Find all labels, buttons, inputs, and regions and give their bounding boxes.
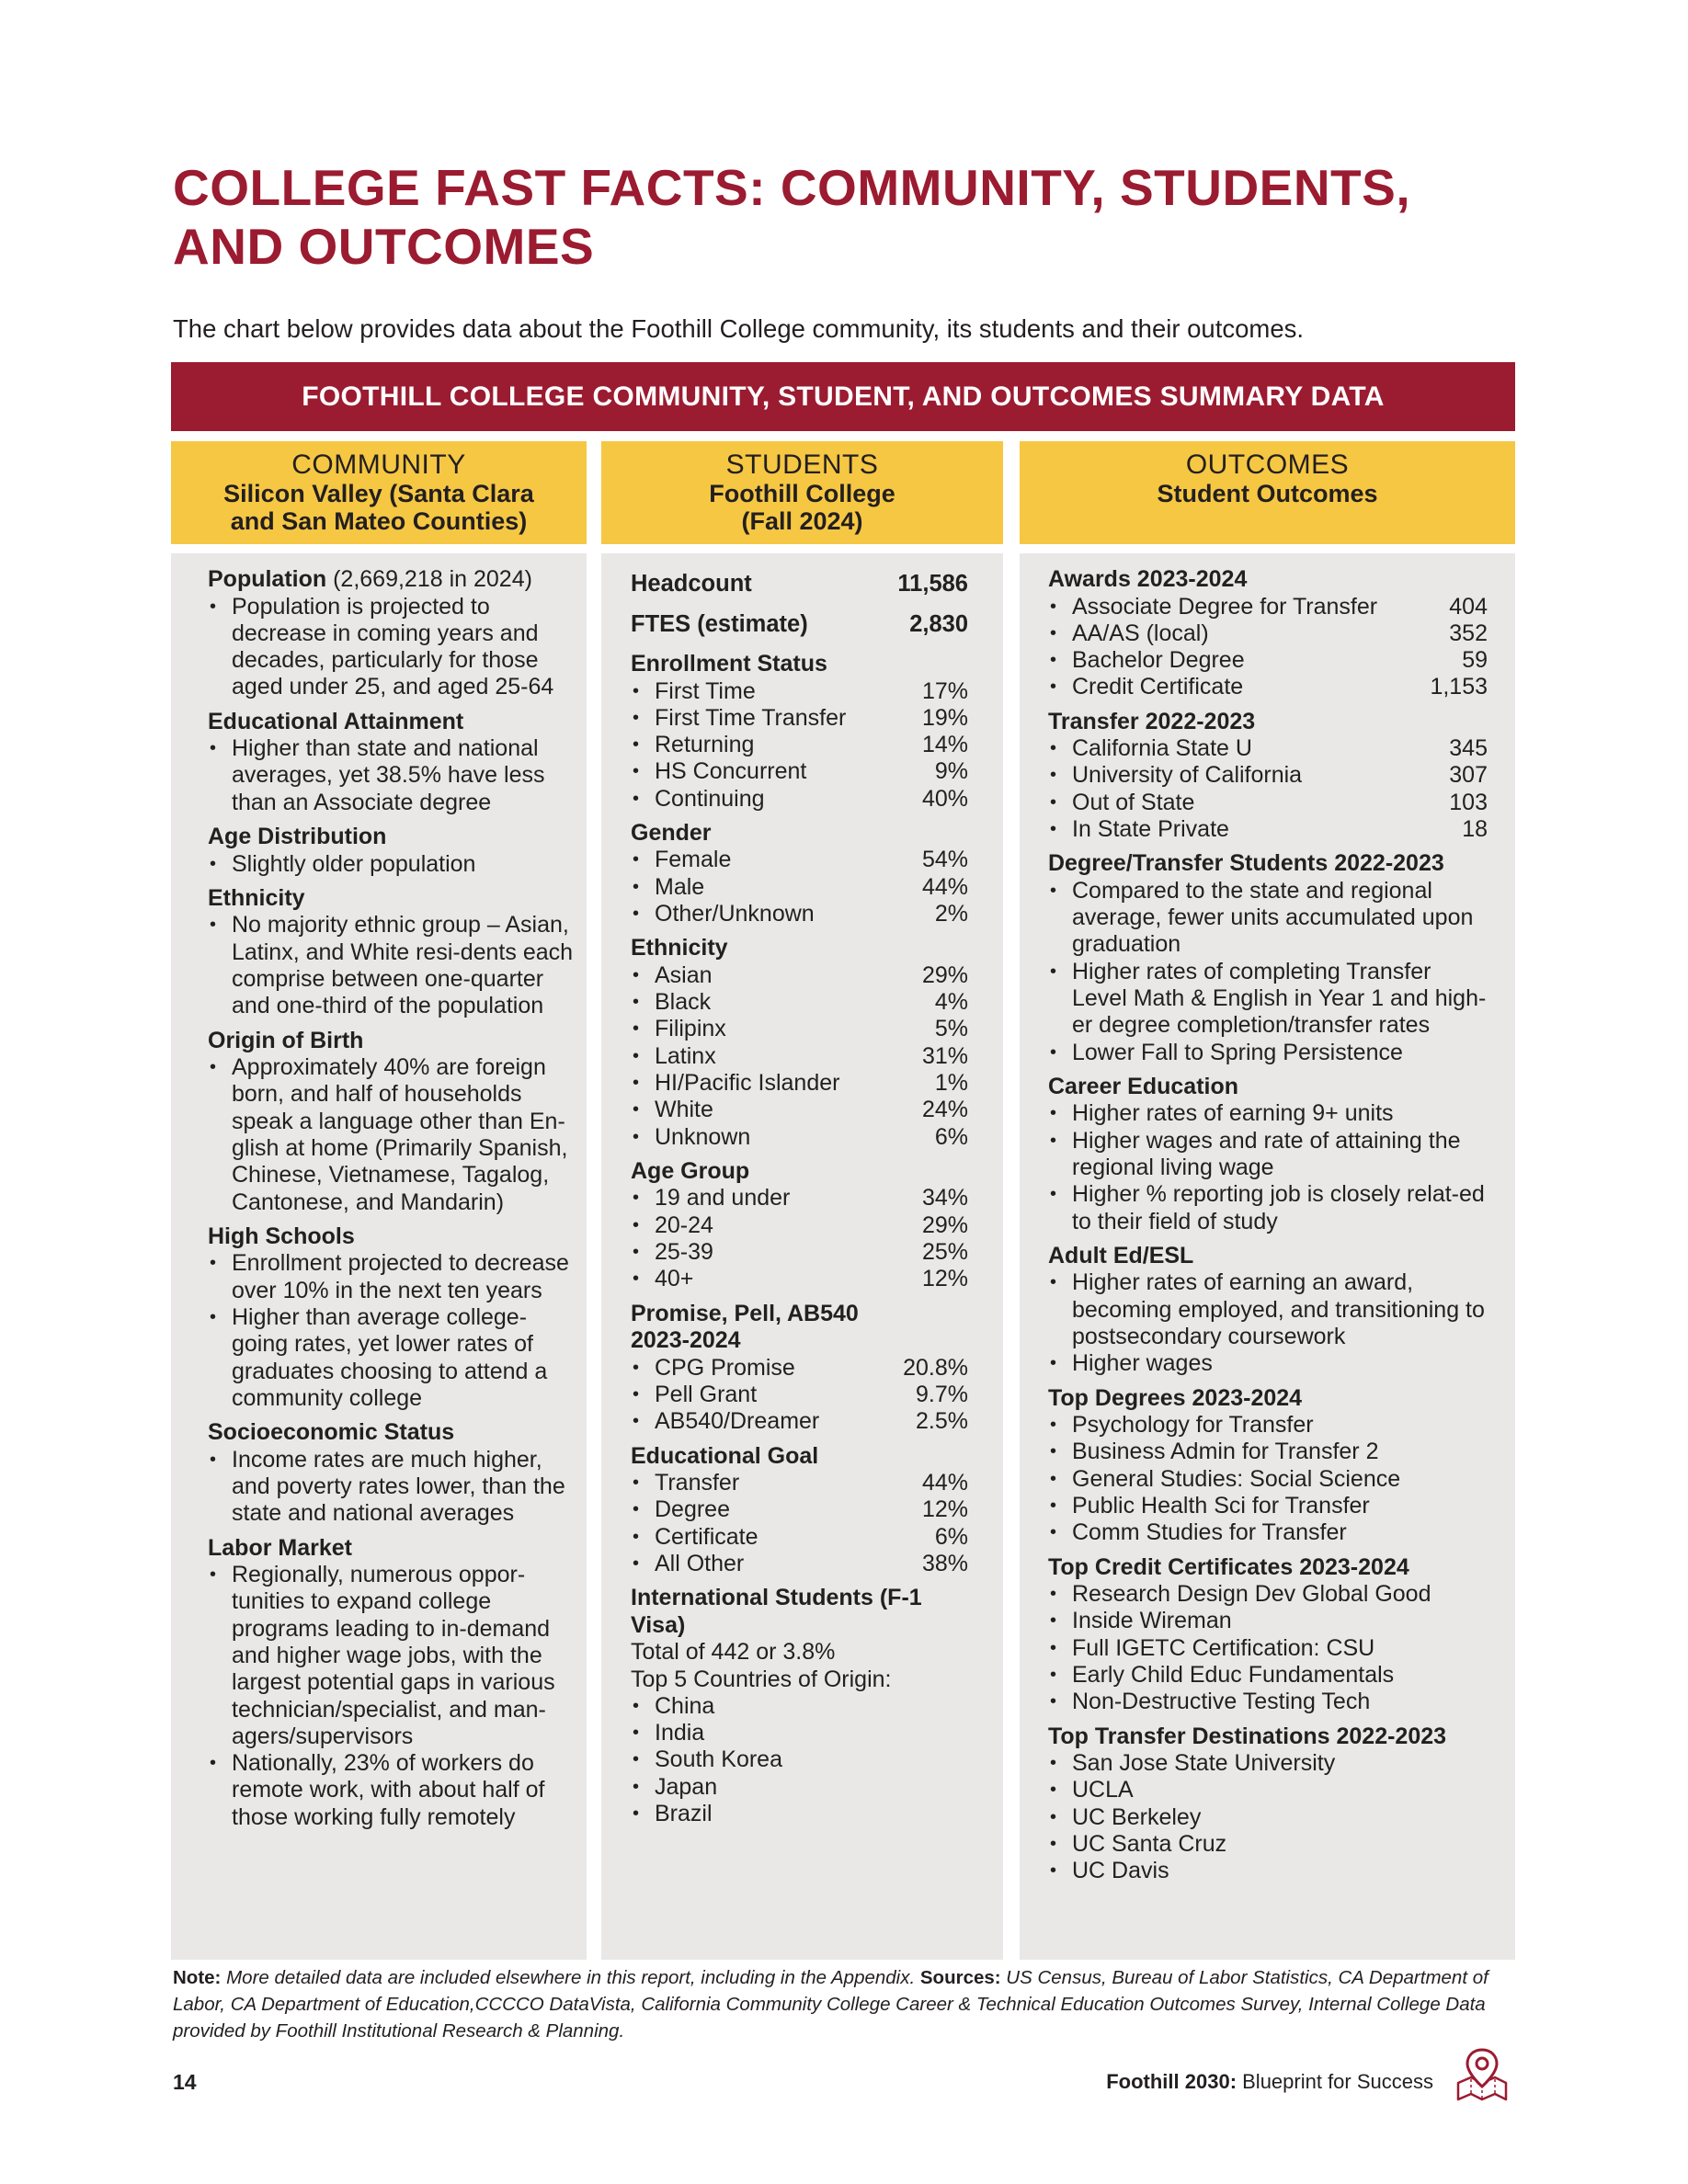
row-label: • Filipinx [655,1016,726,1042]
row-value: 307 [1449,762,1488,789]
students-promise [631,1301,968,1436]
list-item: • Regionally, numerous oppor-tunities to expand college programs leading to in-demand and higher wage jobs, with the largest potential gaps in various technician/specialist, and man-agers/supervisors [208,1562,574,1750]
students-header-sub-1: Foothill College [709,480,895,507]
international-total: Total of 442 or 3.8% [631,1639,836,1666]
list-item [1048,816,1488,843]
list-item [631,1212,968,1239]
row-label: • First Time Transfer [655,704,847,731]
page-title [173,158,1552,276]
section-heading: Socioeconomic Status [208,1419,455,1446]
row-value: 38% [921,1550,968,1576]
community-population [208,566,574,701]
section-heading: Age Group [631,1157,750,1184]
outcomes-header [1020,441,1515,544]
section-heading: High Schools [208,1223,355,1249]
outcomes-awards [1048,566,1488,701]
list-item [631,847,968,873]
row-label: • Black [655,989,712,1016]
section-heading: Gender [631,819,712,846]
row-label: • Transfer [655,1470,740,1496]
intro-text: The chart below provides data about the Foothill College community, its students and their outcomes. [173,314,1305,343]
row-value: 34% [921,1185,968,1211]
list-item: • Compared to the state and regional average, fewer units accumulated upon graduation [1048,878,1488,959]
row-value: 6% [934,1523,968,1550]
section-heading: International Students (F-1 Visa) [631,1585,922,1638]
row-value: 1% [934,1070,968,1097]
outcomes-header-title: OUTCOMES [1185,449,1350,480]
ftes-value: 2,830 [909,611,968,637]
section-heading: Transfer 2022-2023 [1048,708,1256,734]
row-value: 44% [921,873,968,900]
row-label: • AA/AS (local) [1072,620,1209,646]
row-value: 12% [921,1496,968,1523]
row-value: 24% [921,1097,968,1123]
row-value: 59 [1462,647,1488,674]
list-item: • Higher rates of earning 9+ units [1048,1100,1488,1127]
list-item: • San Jose State University [1048,1750,1488,1777]
summary-banner: FOOTHILL COLLEGE COMMUNITY, STUDENT, AND OUTCOMES SUMMARY DATA [171,362,1515,431]
students-age [631,1158,968,1293]
community-header [171,441,587,544]
students-ethnicity [631,935,968,1151]
section-heading: Ethnicity [208,884,305,911]
list-item: • Brazil [631,1801,968,1827]
row-label: • 25-39 [655,1239,713,1266]
footer-brand [1106,2070,1433,2094]
list-item: • Slightly older population [208,851,574,878]
section-heading: Educational Goal [631,1442,819,1469]
list-item [631,962,968,989]
row-label: • Asian [655,961,713,988]
list-item [631,1070,968,1097]
outcomes-header-sub-1: Student Outcomes [1157,480,1378,507]
students-header-sub-2: (Fall 2024) [741,507,863,535]
list-item [631,758,968,785]
list-item [631,1524,968,1551]
note-label: Note: [173,1967,222,1988]
list-item [631,732,968,758]
row-label: • In State Private [1072,816,1229,843]
row-label: • Unknown [655,1123,751,1150]
row-value: 17% [921,677,968,704]
section-heading: Enrollment Status [631,651,827,677]
international-top5: Top 5 Countries of Origin: [631,1666,892,1692]
row-label: • HS Concurrent [655,758,807,785]
row-label: • Continuing [655,785,765,812]
headcount-row [631,570,968,597]
outcomes-transfer [1048,709,1488,844]
community-header-title: COMMUNITY [291,449,466,480]
list-item: • Higher rates of earning an award, becoming employed, and transitioning to postsecondary coursework [1048,1269,1488,1350]
section-heading: Age Distribution [208,824,387,850]
list-item [631,678,968,705]
row-value: 29% [921,1211,968,1238]
section-heading: Top Degrees 2023-2024 [1048,1384,1303,1411]
students-goal [631,1443,968,1578]
list-item: • Higher % reporting job is closely relat-ed to their field of study [1048,1181,1488,1235]
row-label: • Male [655,873,705,900]
section-heading: Origin of Birth [208,1027,364,1053]
outcomes-top-certificates [1048,1554,1488,1716]
row-value: 44% [921,1470,968,1496]
section-heading: Career Education [1048,1073,1239,1099]
list-item: • UC Davis [1048,1858,1488,1884]
list-item [631,705,968,732]
community-labor [208,1535,574,1831]
community-education [208,709,574,816]
row-value: 40% [921,785,968,812]
row-label: • AB540/Dreamer [655,1408,820,1435]
students-enrollment [631,651,968,813]
row-value: 19% [921,704,968,731]
outcomes-career [1048,1074,1488,1235]
list-item: • Japan [631,1774,968,1801]
students-header-title: STUDENTS [725,449,879,480]
list-item: • Population is projected to decrease in coming years and decades, particularly for those aged under 25, and aged 25-64 [208,594,574,701]
row-value: 25% [921,1239,968,1266]
page-number: 14 [173,2070,197,2094]
population-note: (2,669,218 in 2024) [326,566,532,592]
row-value: 14% [921,732,968,758]
list-item: • Higher wages and rate of attaining the regional living wage [1048,1128,1488,1182]
list-item: • China [631,1693,968,1720]
list-item [1048,790,1488,816]
community-socioeconomic [208,1419,574,1527]
outcomes-degree-transfer [1048,850,1488,1066]
list-item: • Approximately 40% are foreign born, and half of households speak a language other than En-glish at home (Primarily Spanish, Chinese, Vietnamese, Tagalog, Cantonese, and Mandarin) [208,1054,574,1216]
list-item [631,1551,968,1577]
row-label: • Certificate [655,1523,758,1550]
promise-heading-line-1: Promise, Pell, AB540 [631,1300,859,1326]
list-item [631,1355,968,1382]
list-item: • Comm Studies for Transfer [1048,1519,1488,1546]
row-label: • Out of State [1072,789,1195,815]
section-heading: Labor Market [208,1534,352,1561]
list-item [1048,620,1488,647]
list-item: • Psychology for Transfer [1048,1412,1488,1439]
row-value: 9% [934,758,968,785]
title-line-2: AND OUTCOMES [173,218,595,275]
headcount-label: Headcount [631,571,752,597]
section-heading [631,1301,968,1355]
list-item [631,1470,968,1496]
row-label: • Credit Certificate [1072,674,1244,700]
row-label: • Female [655,847,732,873]
community-header-sub-2: and San Mateo Counties) [230,507,528,535]
row-label: • Latinx [655,1042,716,1069]
ftes-label: FTES (estimate) [631,611,808,637]
ftes-row [631,610,968,638]
list-item [631,1185,968,1211]
list-item: • Full IGETC Certification: CSU [1048,1635,1488,1662]
list-item [631,901,968,927]
list-item [1048,674,1488,700]
students-international [631,1585,968,1827]
population-heading: Population [208,566,327,592]
row-label: • CPG Promise [655,1354,795,1381]
row-label: • White [655,1097,713,1123]
row-label: • Other/Unknown [655,901,815,927]
list-item: • General Studies: Social Science [1048,1466,1488,1493]
promise-heading-line-2: 2023-2024 [631,1327,741,1354]
list-item: • UCLA [1048,1777,1488,1803]
list-item [631,786,968,813]
list-item: • Income rates are much higher, and poverty rates lower, than the state and national averages [208,1447,574,1528]
list-item [631,1408,968,1435]
row-value: 9.7% [916,1381,968,1407]
list-item [631,1266,968,1292]
brand-bold: Foothill 2030: [1106,2070,1237,2093]
list-item: • Early Child Educ Fundamentals [1048,1662,1488,1689]
row-label: • Associate Degree for Transfer [1072,593,1378,620]
list-item [631,989,968,1016]
list-item [631,1496,968,1523]
list-item: • Nationally, 23% of workers do remote work, with about half of those working fully remotely [208,1750,574,1831]
row-label: • University of California [1072,762,1303,789]
outcomes-adult-ed [1048,1243,1488,1378]
row-label: • Bachelor Degree [1072,647,1245,674]
row-value: 6% [934,1123,968,1150]
list-item: • Non-Destructive Testing Tech [1048,1689,1488,1715]
list-item: • Business Admin for Transfer 2 [1048,1439,1488,1465]
list-item [631,1043,968,1070]
students-column [601,553,1003,1960]
list-item [1048,647,1488,674]
section-heading: Top Transfer Destinations 2022-2023 [1048,1723,1447,1749]
row-label: • All Other [655,1550,745,1576]
section-heading: Educational Attainment [208,708,464,734]
row-value: 345 [1449,735,1488,762]
list-item: • Higher rates of completing Transfer Level Math & English in Year 1 and high-er degree completion/transfer rates [1048,959,1488,1040]
row-value: 29% [921,961,968,988]
row-label: • 40+ [655,1266,694,1292]
title-line-1: COLLEGE FAST FACTS: COMMUNITY, STUDENTS, [173,159,1411,216]
row-label: • 19 and under [655,1185,791,1211]
list-item: • Lower Fall to Spring Persistence [1048,1040,1488,1066]
row-value: 54% [921,847,968,873]
row-value: 18 [1462,816,1488,843]
headcount-value: 11,586 [897,571,968,597]
section-heading: Adult Ed/ESL [1048,1242,1194,1268]
community-age [208,824,574,878]
row-value: 103 [1449,789,1488,815]
list-item [631,1382,968,1408]
row-value: 5% [934,1016,968,1042]
row-value: 404 [1449,593,1488,620]
brand-rest: Blueprint for Success [1237,2070,1433,2093]
list-item [631,874,968,901]
row-label: • Returning [655,732,755,758]
list-item: • No majority ethnic group – Asian, Latinx, and White resi-dents each comprise between one-quarter and one-third of the population [208,912,574,1019]
community-header-sub-1: Silicon Valley (Santa Clara [223,480,534,507]
row-value: 352 [1449,620,1488,646]
sources-text: US Census, Bureau of Labor Statistics, CA Department of Labor, CA Department of Education,CCCCO DataVista, California Community College Career & Technical Education Outcomes Survey, Internal College Data provided by Foothill Institutional Research & Planning. [173,1967,1488,2042]
outcomes-column [1020,553,1515,1960]
list-item: • Higher wages [1048,1350,1488,1377]
list-item: • Inside Wireman [1048,1608,1488,1634]
students-gender [631,820,968,927]
list-item: • UC Santa Cruz [1048,1831,1488,1858]
list-item: • India [631,1720,968,1746]
list-item: • UC Berkeley [1048,1804,1488,1831]
row-value: 12% [921,1266,968,1292]
list-item [1048,594,1488,620]
list-item: • Higher than average college-going rates, yet lower rates of graduates choosing to attend a community college [208,1304,574,1412]
list-item: • Public Health Sci for Transfer [1048,1493,1488,1519]
row-value: 2% [934,901,968,927]
row-value: 4% [934,989,968,1016]
map-pin-icon [1453,2046,1511,2103]
row-value: 31% [921,1042,968,1069]
list-item [631,1097,968,1123]
list-item [631,1016,968,1042]
community-column [171,553,587,1960]
row-label: • Pell Grant [655,1381,758,1407]
outcomes-top-degrees [1048,1385,1488,1547]
list-item: • South Korea [631,1746,968,1773]
community-ethnicity [208,885,574,1020]
section-heading: Awards 2023-2024 [1048,566,1248,592]
row-value: 1,153 [1430,674,1488,700]
community-origin [208,1028,574,1216]
sources-note [173,1964,1515,2044]
list-item: • Enrollment projected to decrease over 10% in the next ten years [208,1250,574,1304]
students-header [601,441,1003,544]
section-heading: Degree/Transfer Students 2022-2023 [1048,850,1444,877]
row-value: 20.8% [903,1354,968,1381]
list-item [1048,735,1488,762]
list-item: • Research Design Dev Global Good [1048,1581,1488,1608]
list-item [631,1124,968,1151]
list-item: • Higher than state and national averages, yet 38.5% have less than an Associate degree [208,735,574,816]
section-heading: Ethnicity [631,935,728,961]
list-item [631,1239,968,1266]
row-label: • 20-24 [655,1211,713,1238]
outcomes-top-transfer [1048,1723,1488,1885]
note-text: More detailed data are included elsewhere in this report, including in the Appendix. [221,1967,920,1988]
row-label: • Degree [655,1496,730,1523]
section-heading: Top Credit Certificates 2023-2024 [1048,1553,1409,1580]
row-value: 2.5% [916,1408,968,1435]
community-high-schools [208,1223,574,1412]
sources-label: Sources: [919,1967,1001,1988]
list-item [1048,762,1488,789]
row-label: • California State U [1072,735,1252,762]
row-label: • HI/Pacific Islander [655,1070,840,1097]
row-label: • First Time [655,677,756,704]
